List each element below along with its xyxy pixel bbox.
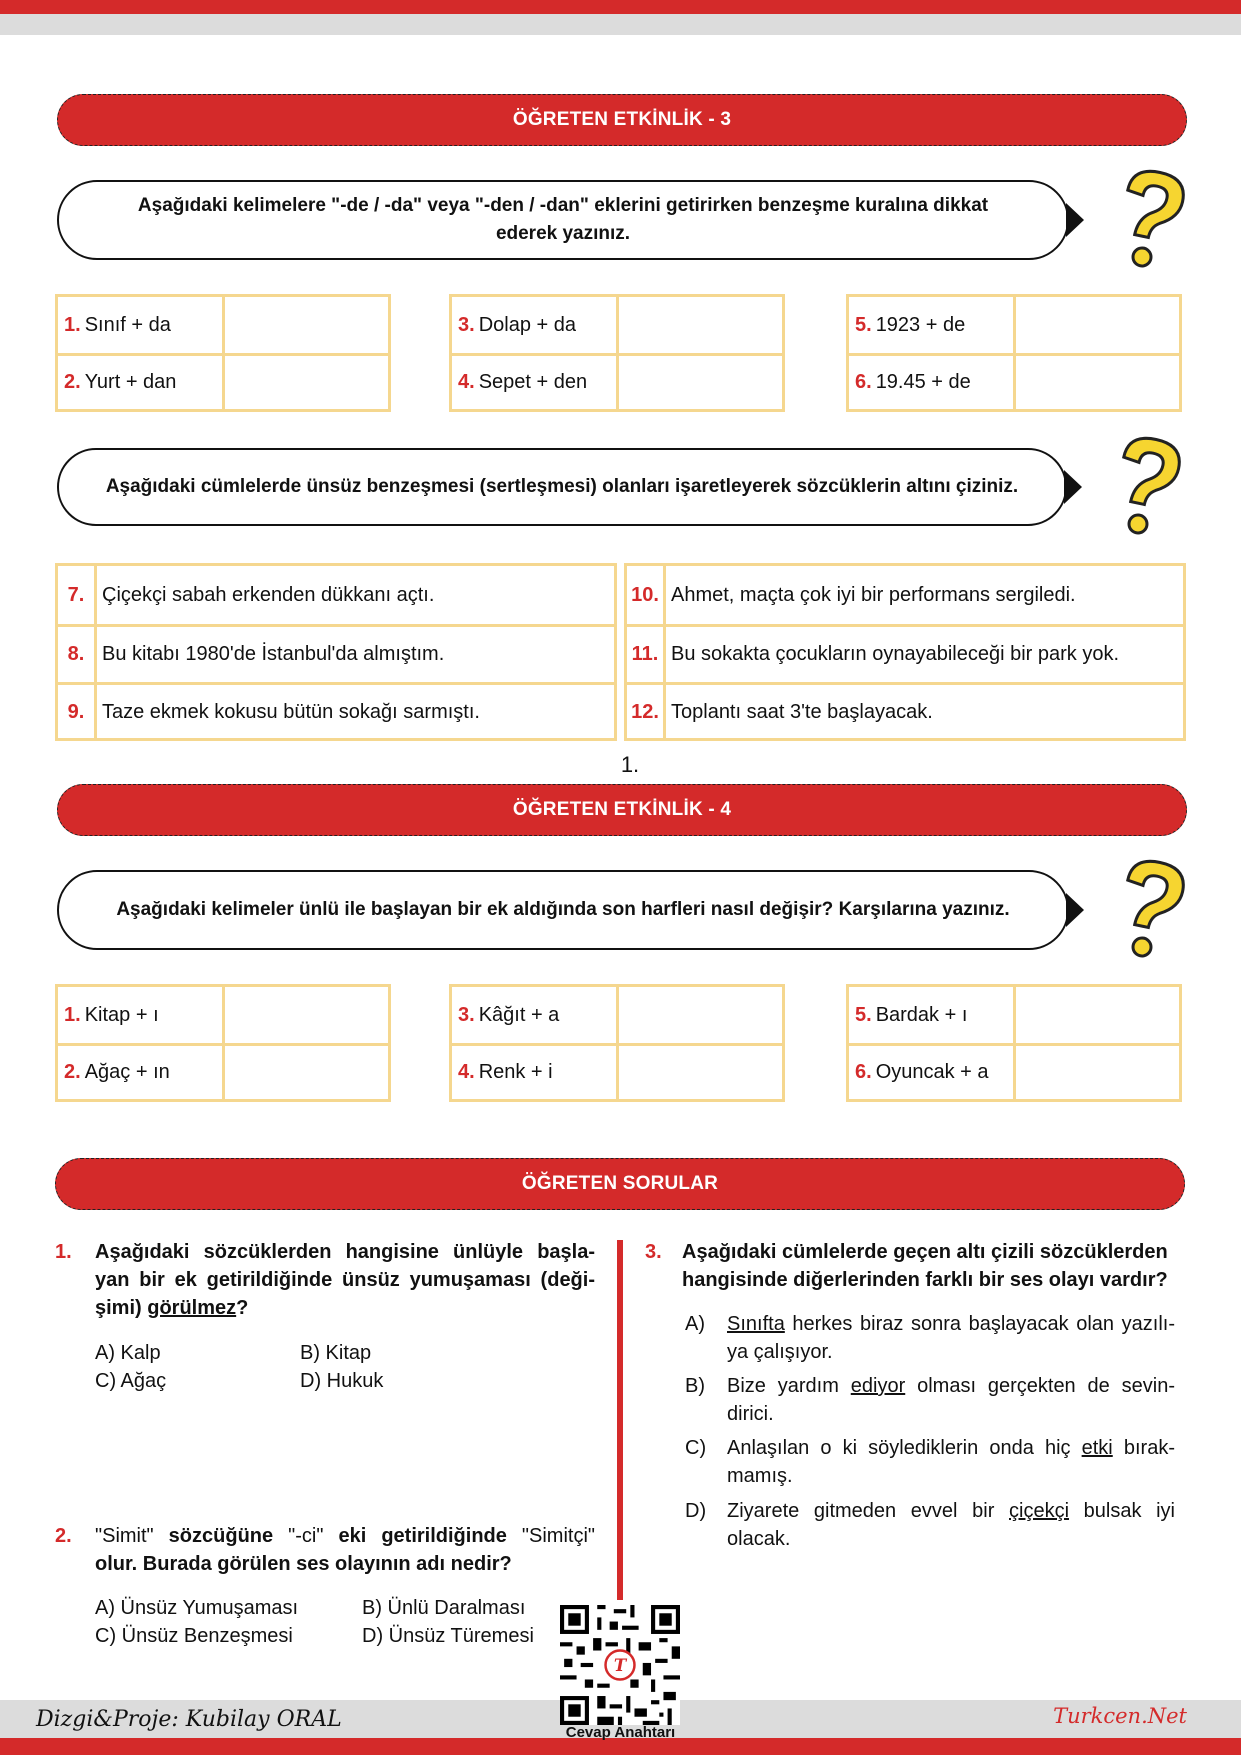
sentence-row bbox=[58, 624, 614, 682]
item-text: Sınıf + da bbox=[84, 313, 171, 336]
option-letter: A) bbox=[685, 1313, 705, 1335]
question-text-part: "-ci" bbox=[288, 1525, 324, 1547]
q2-option-c[interactable]: C) Ünsüz Benzeşmesi bbox=[95, 1625, 293, 1647]
question-number: 2. bbox=[55, 1525, 72, 1547]
item-number: 3. bbox=[458, 1003, 475, 1026]
option-text-part: Anlaşılan o ki söylediklerin onda hiç bbox=[727, 1437, 1082, 1459]
option-underlined-word: çiçekçi bbox=[1009, 1500, 1070, 1522]
question-text-part: "Simitçi" bbox=[521, 1525, 595, 1547]
option-text bbox=[727, 1372, 1175, 1428]
item-number: 6. bbox=[855, 371, 872, 393]
sentence-number: 8. bbox=[58, 627, 97, 682]
activity3-box-3 bbox=[846, 294, 1182, 412]
questions-title: ÖĞRETEN SORULAR bbox=[521, 1173, 719, 1194]
bubble-tail bbox=[1064, 470, 1082, 504]
sentence-text: Toplantı saat 3'te başlayacak. bbox=[671, 701, 933, 723]
option-text-part: olması gerçekten de sevin-dirici. bbox=[727, 1375, 1175, 1425]
activity4-box-3 bbox=[846, 984, 1182, 1102]
question-underlined-word: görülmez bbox=[147, 1297, 237, 1319]
item-number: 6. bbox=[855, 1061, 872, 1083]
sentence-text: Taze ekmek kokusu bütün sokağı sarmıştı. bbox=[102, 701, 480, 723]
option-text bbox=[727, 1434, 1175, 1490]
option-letter: B) bbox=[685, 1375, 705, 1397]
box-row bbox=[58, 353, 388, 409]
item-number: 1. bbox=[64, 1003, 81, 1026]
box-row bbox=[849, 1043, 1179, 1099]
activity3-box-1 bbox=[55, 294, 391, 412]
page-number: 1. bbox=[620, 752, 640, 777]
question-text bbox=[95, 1238, 595, 1322]
item-text: 1923 + de bbox=[875, 313, 966, 336]
question-text-part: "Simit" bbox=[95, 1525, 154, 1547]
sentence-row bbox=[58, 682, 614, 740]
sentences-table-left bbox=[55, 563, 617, 741]
footer-credit: Dizgi&Proje: Kubilay ORAL bbox=[36, 1707, 342, 1732]
sentence-row bbox=[627, 624, 1183, 682]
question-1 bbox=[55, 1238, 595, 1322]
activity3-title: ÖĞRETEN ETKİNLİK - 3 bbox=[512, 109, 732, 130]
qr-code-icon[interactable] bbox=[560, 1605, 680, 1725]
box-row bbox=[58, 987, 388, 1043]
activity3-instruction2: Aşağıdaki cümlelerde ünsüz benzeşmesi (sertleşmesi) olanları işaretleyerek sözcüklerin altını çiziniz. bbox=[105, 476, 1019, 497]
activity3-title-banner bbox=[57, 94, 1187, 146]
q2-option-d[interactable]: D) Ünsüz Türemesi bbox=[362, 1625, 534, 1647]
option-underlined-word: ediyor bbox=[850, 1375, 906, 1397]
item-text: Ağaç + ın bbox=[84, 1061, 170, 1083]
q1-option-b[interactable]: B) Kitap bbox=[300, 1342, 372, 1364]
activity3-instruction1: Aşağıdaki kelimelere "-de / -da" veya "-den / -dan" eklerini getirirken benzeşme kuralına dikkat ederek yazınız. bbox=[137, 195, 989, 244]
option-text-part: herkes biraz sonra başlayacak olan yazılı-ya çalışıyor. bbox=[727, 1313, 1175, 1363]
q1-option-a[interactable]: A) Kalp bbox=[95, 1342, 161, 1364]
item-number: 5. bbox=[855, 313, 872, 336]
box-row bbox=[58, 1043, 388, 1099]
q1-option-c[interactable]: C) Ağaç bbox=[95, 1370, 167, 1392]
item-number: 2. bbox=[64, 371, 81, 393]
top-red-bar bbox=[0, 0, 1241, 14]
sentence-number: 11. bbox=[627, 627, 666, 682]
q2-option-b[interactable]: B) Ünlü Daralması bbox=[362, 1597, 526, 1619]
item-text: Sepet + den bbox=[478, 371, 588, 393]
sentence-row bbox=[58, 566, 614, 624]
question-text-part: ? bbox=[236, 1297, 249, 1319]
option-letter: C) bbox=[685, 1437, 707, 1459]
q1-option-d[interactable]: D) Hukuk bbox=[300, 1370, 384, 1392]
sentence-number: 9. bbox=[58, 685, 97, 740]
activity3-box-2 bbox=[449, 294, 785, 412]
qr-code-label: Cevap Anahtarı bbox=[565, 1724, 676, 1741]
box-row bbox=[452, 297, 782, 353]
item-number: 3. bbox=[458, 313, 475, 336]
bubble-tail bbox=[1066, 893, 1084, 927]
item-text: Kâğıt + a bbox=[478, 1003, 560, 1026]
q3-option-b[interactable] bbox=[685, 1372, 1175, 1428]
activity4-title: ÖĞRETEN ETKİNLİK - 4 bbox=[512, 799, 732, 820]
q3-option-d[interactable] bbox=[685, 1497, 1175, 1553]
option-underlined-word: Sınıfta bbox=[727, 1313, 785, 1335]
sentence-row bbox=[627, 682, 1183, 740]
sentence-text: Çiçekçi sabah erkenden dükkanı açtı. bbox=[102, 583, 435, 606]
item-number: 4. bbox=[458, 1061, 475, 1083]
sentence-text: Bu sokakta çocukların oynayabileceği bir park yok. bbox=[671, 643, 1120, 665]
box-row bbox=[849, 297, 1179, 353]
item-number: 2. bbox=[64, 1061, 81, 1083]
item-text: Dolap + da bbox=[478, 313, 576, 336]
question-number: 1. bbox=[55, 1241, 72, 1263]
option-text-part: bırak-mamış. bbox=[727, 1437, 1175, 1487]
activity4-instruction-bubble bbox=[57, 870, 1069, 950]
question-2 bbox=[55, 1522, 595, 1578]
item-number: 5. bbox=[855, 1003, 872, 1026]
item-text: 19.45 + de bbox=[875, 371, 971, 393]
top-gray-bar bbox=[0, 14, 1241, 35]
option-text bbox=[727, 1310, 1175, 1366]
box-row bbox=[849, 987, 1179, 1043]
box-row bbox=[58, 297, 388, 353]
activity4-title-banner bbox=[57, 784, 1187, 836]
option-text-part: Bize yardım bbox=[727, 1375, 851, 1397]
question-text bbox=[95, 1522, 595, 1578]
sentences-table-right bbox=[624, 563, 1186, 741]
question-text: Aşağıdaki cümlelerde geçen altı çizili sözcüklerden hangisinde diğerlerinden farklı bir ses olayı vardır? bbox=[682, 1241, 1168, 1291]
activity3-instruction1-bubble bbox=[57, 180, 1069, 260]
question-mark-icon bbox=[1104, 432, 1184, 542]
item-text: Oyuncak + a bbox=[875, 1061, 989, 1083]
question-number: 3. bbox=[645, 1241, 662, 1263]
question-text-part: Aşağıdaki sözcüklerden hangisine ünlüyle başla-yan bir ek getirildiğinde ünsüz yumuşaması (deği-şimi) bbox=[95, 1241, 595, 1319]
option-text-part: Ziyarete gitmeden evvel bir bbox=[727, 1500, 1009, 1522]
sentence-number: 10. bbox=[627, 566, 666, 624]
option-underlined-word: etki bbox=[1081, 1437, 1113, 1459]
sentence-text: Bu kitabı 1980'de İstanbul'da almıştım. bbox=[102, 643, 445, 665]
box-row bbox=[849, 353, 1179, 409]
question-mark-icon bbox=[1108, 165, 1188, 275]
item-text: Kitap + ı bbox=[84, 1003, 159, 1026]
item-number: 1. bbox=[64, 313, 81, 336]
box-row bbox=[452, 987, 782, 1043]
item-text: Yurt + dan bbox=[84, 371, 177, 393]
activity3-instruction2-bubble bbox=[57, 448, 1067, 526]
question-3 bbox=[645, 1238, 1190, 1294]
activity4-box-1 bbox=[55, 984, 391, 1102]
footer-brand-logo[interactable]: Turkcen.Net bbox=[1053, 1704, 1187, 1728]
question-text-part: eki getirildiğinde bbox=[323, 1525, 522, 1547]
option-letter: D) bbox=[685, 1500, 707, 1522]
option-text bbox=[727, 1497, 1175, 1553]
sentence-number: 12. bbox=[627, 685, 666, 740]
activity4-instruction: Aşağıdaki kelimeler ünlü ile başlayan bir ek aldığında son harfleri nasıl değişir? Karşılarına yazınız. bbox=[116, 899, 1010, 920]
questions-title-banner bbox=[55, 1158, 1185, 1210]
question-mark-icon bbox=[1108, 855, 1188, 965]
item-text: Renk + i bbox=[478, 1061, 553, 1083]
activity4-box-2 bbox=[449, 984, 785, 1102]
q3-option-a[interactable] bbox=[685, 1310, 1175, 1366]
bubble-tail bbox=[1066, 203, 1084, 237]
q2-option-a[interactable]: A) Ünsüz Yumuşaması bbox=[95, 1597, 299, 1619]
q3-option-c[interactable] bbox=[685, 1434, 1175, 1490]
box-row bbox=[452, 353, 782, 409]
question-text-part: sözcüğüne bbox=[153, 1525, 289, 1547]
option-text-part: bulsak iyi olacak. bbox=[727, 1500, 1175, 1550]
column-divider bbox=[617, 1240, 623, 1600]
item-text: Bardak + ı bbox=[875, 1003, 968, 1026]
sentence-text: Ahmet, maçta çok iyi bir performans sergiledi. bbox=[671, 583, 1076, 606]
sentence-number: 7. bbox=[58, 566, 97, 624]
item-number: 4. bbox=[458, 371, 475, 393]
svg-text:T: T bbox=[613, 1655, 627, 1676]
box-row bbox=[452, 1043, 782, 1099]
sentence-row bbox=[627, 566, 1183, 624]
question-text-part: olur. Burada görülen ses olayının adı nedir? bbox=[95, 1553, 512, 1575]
